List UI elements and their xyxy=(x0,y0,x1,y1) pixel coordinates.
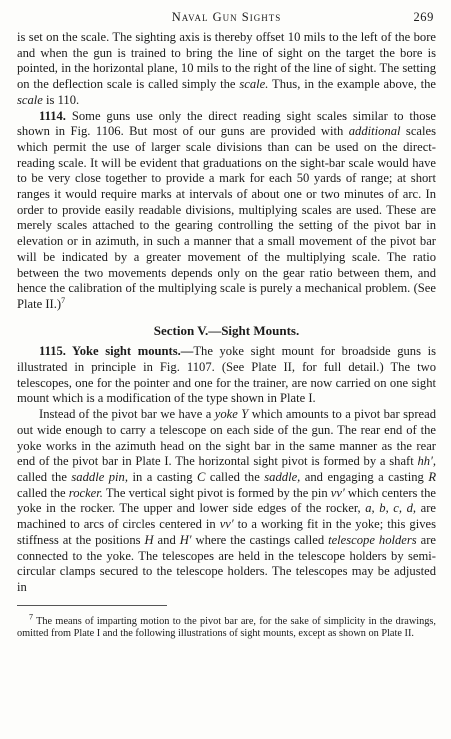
footnote-text: The means of imparting motion to the pivot bar are, for the sake of simplicity in the drawings, omitted from Plate I and the following illustrations of sight mounts, except as shown on Plate II. xyxy=(17,615,436,639)
body-text xyxy=(17,30,436,596)
text-run: and xyxy=(153,532,180,547)
footnote-marker: 7 xyxy=(29,612,33,622)
italic-term: saddle, xyxy=(264,469,301,484)
text-run: Instead of the pivot bar we have a xyxy=(39,407,215,422)
italic-term: H′ xyxy=(179,532,192,547)
italic-term: hh′, xyxy=(417,454,436,469)
text-run: The yoke sight mount for broadside guns is illustrated in principle in Fig. 1107. (See Plate II, for full detail.) The two telescopes, one for the pointer and one for the trainer, are now carried on one sight mount which is a modification of the type shown in Plate I. xyxy=(17,344,436,406)
footnote-divider xyxy=(17,605,167,606)
text-run: The vertical sight pivot is formed by the pin xyxy=(102,485,331,500)
paragraph-1115 xyxy=(17,344,436,407)
paragraph-number: 1115. Yoke sight mounts.— xyxy=(39,344,194,359)
text-run: is set on the scale. The sighting axis is thereby offset 10 mils to the left of the bore and when the gun is trained to bring the line of sight on the target the bore is pointed, in the horizontal plane, 10 mils to the right of the line of sight. The setting on the deflection scale is called simply the xyxy=(17,30,436,92)
text-run: called the xyxy=(17,485,69,500)
italic-term: scale. xyxy=(239,77,269,92)
text-run: to a working fit in the yoke; this gives stiffness at the positions xyxy=(17,517,437,547)
text-run: scales which permit the use of larger scale divisions than can be used on the direct-reading scale. It will be evident that graduations on the sight-bar scale would have to be very close together to provide a mark for each 50 yards of range; at short ranges it would require marks at intervals of about one or two minutes of arc. In order to provide easily readable divisions, multiplying scales are used. These are merely scales attached to the gearing controlling the setting of the pivot bar in elevation or in azimuth, in such a manner that a small movement of the pivot bar will be indicated by a greater movement of the multiplying scale. The ratio between the two movements depends only on the gear ratio between them, and hence the calibration of the multiplying scale is purely a mechanical problem. (See Plate II.) xyxy=(17,124,436,311)
text-run: which amounts to a pivot bar spread out wide enough to carry a telescope on each side of the gun. The rear end of the yoke works in the azimuth head on the sight bar in the same manner as the rear end of the pivot bar in Plate I. The horizontal sight pivot is formed by a shaft xyxy=(17,407,437,469)
paragraph-yoke xyxy=(17,407,436,595)
text-run: and engaging a casting xyxy=(300,469,429,484)
paragraph-continued xyxy=(17,30,436,109)
running-title: Naval Gun Sights xyxy=(171,10,282,24)
text-run: in a casting xyxy=(128,469,197,484)
text-run: are machined to arcs of circles centered in xyxy=(17,501,436,532)
section-heading: Section V.—Sight Mounts. xyxy=(153,322,300,338)
footnote-reference: 7 xyxy=(61,295,66,305)
italic-term: a, b, c, d, xyxy=(365,501,417,516)
italic-term: yoke Y xyxy=(214,407,249,422)
italic-term: H xyxy=(144,532,154,547)
italic-term: telescope holders xyxy=(328,532,417,547)
footnote xyxy=(17,612,436,640)
paragraph-1114 xyxy=(17,109,436,313)
italic-term: R xyxy=(428,469,437,484)
italic-term: vv′ xyxy=(219,517,234,532)
text-run: called the xyxy=(17,469,72,484)
italic-term: C xyxy=(196,469,206,484)
page-number: 269 xyxy=(413,10,434,24)
text-run: Some guns use only the direct reading sight scales similar to those shown in Fig. 1106. But most of our guns are provided with xyxy=(17,108,436,139)
text-run: Thus, in the example above, the xyxy=(268,77,437,92)
text-run: are connected to the yoke. The telescopes are held in the telescope holders by semi-circular clamps secured to the telescope holders. The telescopes may be adjusted in xyxy=(17,532,437,594)
italic-term: scale xyxy=(17,92,43,107)
italic-term: rocker. xyxy=(68,485,103,500)
text-run: where the castings called xyxy=(191,532,329,547)
text-run: called the xyxy=(205,469,265,484)
italic-term: additional xyxy=(348,124,401,139)
running-header xyxy=(17,8,436,30)
italic-term: saddle pin, xyxy=(71,469,129,484)
italic-term: vv′ xyxy=(330,485,345,500)
text-run: which centers the yoke in the rocker. The upper and lower side edges of the rocker, xyxy=(17,485,436,516)
text-run: is 110. xyxy=(42,92,80,107)
paragraph-number: 1114. xyxy=(39,108,66,123)
